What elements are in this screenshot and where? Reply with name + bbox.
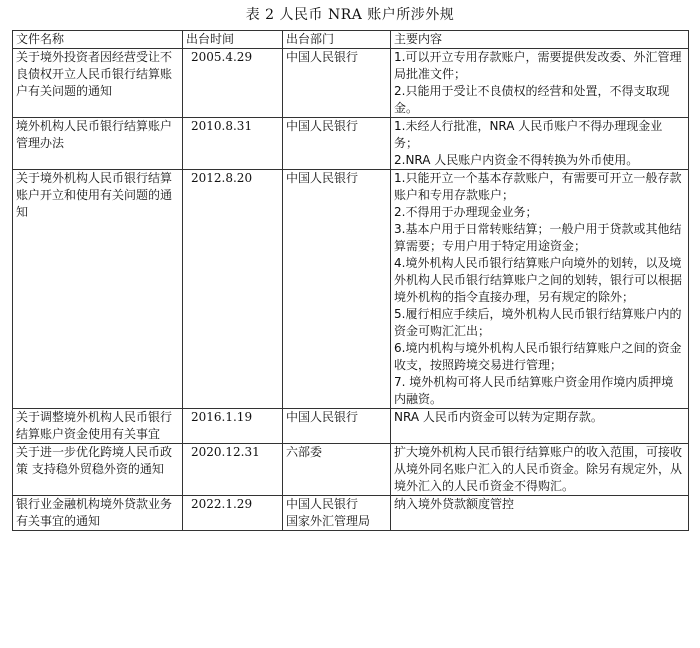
cell-main-content (391, 444, 689, 496)
cell-issue-date: 2005.4.29 (183, 49, 283, 118)
cell-issuing-department (283, 496, 391, 531)
content-item: 7. 境外机构可将人民币结算账户资金用作境内质押境内融资。 (394, 375, 674, 406)
cell-issue-date: 2020.12.31 (183, 444, 283, 496)
cell-file-name: 关于境外机构人民币银行结算账户开立和使用有关问题的通知 (13, 170, 183, 409)
department-name: 中国人民银行 (286, 50, 359, 64)
cell-issuing-department (283, 444, 391, 496)
header-file-name: 文件名称 (13, 31, 183, 49)
cell-issuing-department (283, 118, 391, 170)
content-item: 4.境外机构人民币银行结算账户向境外的划转，以及境外机构人民币银行结算账户之间的划转，银行可以根据境外机构的指令直接办理，另有规定的除外； (394, 256, 683, 304)
cell-main-content (391, 49, 689, 118)
cell-issuing-department (283, 170, 391, 409)
content-item: 1.可以开立专用存款账户，需要提供发改委、外汇管理局批准文件； (394, 50, 682, 81)
content-item: 5.履行相应手续后，境外机构人民币银行结算账户内的资金可购汇汇出； (394, 307, 682, 338)
cell-issue-date: 2012.8.20 (183, 170, 283, 409)
cell-file-name: 境外机构人民币银行结算账户管理办法 (13, 118, 183, 170)
table-row (13, 170, 689, 409)
department-name: 中国人民银行 (286, 119, 359, 133)
table-caption: 表 2 人民币 NRA 账户所涉外规 (245, 7, 455, 23)
department-name: 六部委 (286, 445, 323, 459)
cell-issuing-department (283, 409, 391, 444)
cell-issue-date: 2010.8.31 (183, 118, 283, 170)
cell-issuing-department (283, 49, 391, 118)
header-issue-date: 出台时间 (183, 31, 283, 49)
content-item: 1.未经人行批准，NRA 人民币账户不得办理现金业务； (394, 119, 663, 150)
table-row (13, 49, 689, 118)
header-issuing-department: 出台部门 (283, 31, 391, 49)
content-item: 6.境内机构与境外机构人民币银行结算账户之间的资金收支，按照跨境交易进行管理； (394, 341, 682, 372)
regulations-table (12, 30, 689, 531)
content-item: NRA 人民币内资金可以转为定期存款。 (394, 410, 603, 424)
content-item: 3.基本户用于日常转账结算；一般户用于贷款或其他结算需要；专用户用于特定用途资金； (394, 222, 682, 253)
table-row (13, 496, 689, 531)
content-item: 2.NRA 人民账户内资金不得转换为外币使用。 (394, 153, 639, 167)
cell-file-name: 关于进一步优化跨境人民币政策 支持稳外贸稳外资的通知 (13, 444, 183, 496)
department-name: 中国人民银行 (286, 171, 359, 185)
cell-main-content (391, 409, 689, 444)
cell-file-name: 银行业金融机构境外贷款业务有关事宜的通知 (13, 496, 183, 531)
content-item: 扩大境外机构人民币银行结算账户的收入范围，可接收从境外同名账户汇入的人民币资金。除另有规定外，从境外汇入的人民币资金不得购汇。 (394, 445, 683, 493)
cell-main-content (391, 496, 689, 531)
cell-main-content (391, 118, 689, 170)
content-item: 纳入境外贷款额度管控 (394, 497, 515, 511)
department-name: 中国人民银行 (286, 410, 359, 424)
table-header-row (13, 31, 689, 49)
department-name: 中国人民银行 (286, 497, 359, 511)
table-row (13, 409, 689, 444)
cell-file-name: 关于境外投资者因经营受让不良债权开立人民币银行结算账户有关问题的通知 (13, 49, 183, 118)
department-name: 国家外汇管理局 (286, 514, 371, 528)
table-row (13, 118, 689, 170)
header-main-content: 主要内容 (391, 31, 689, 49)
content-item: 1.只能开立一个基本存款账户，有需要可开立一般存款账户和专用存款账户； (394, 171, 682, 202)
content-item: 2.只能用于受让不良债权的经营和处置，不得支取现金。 (394, 84, 670, 115)
cell-file-name: 关于调整境外机构人民币银行结算账户资金使用有关事宜 (13, 409, 183, 444)
cell-main-content (391, 170, 689, 409)
table-row (13, 444, 689, 496)
cell-issue-date: 2016.1.19 (183, 409, 283, 444)
cell-issue-date: 2022.1.29 (183, 496, 283, 531)
content-item: 2.不得用于办理现金业务； (394, 205, 538, 219)
